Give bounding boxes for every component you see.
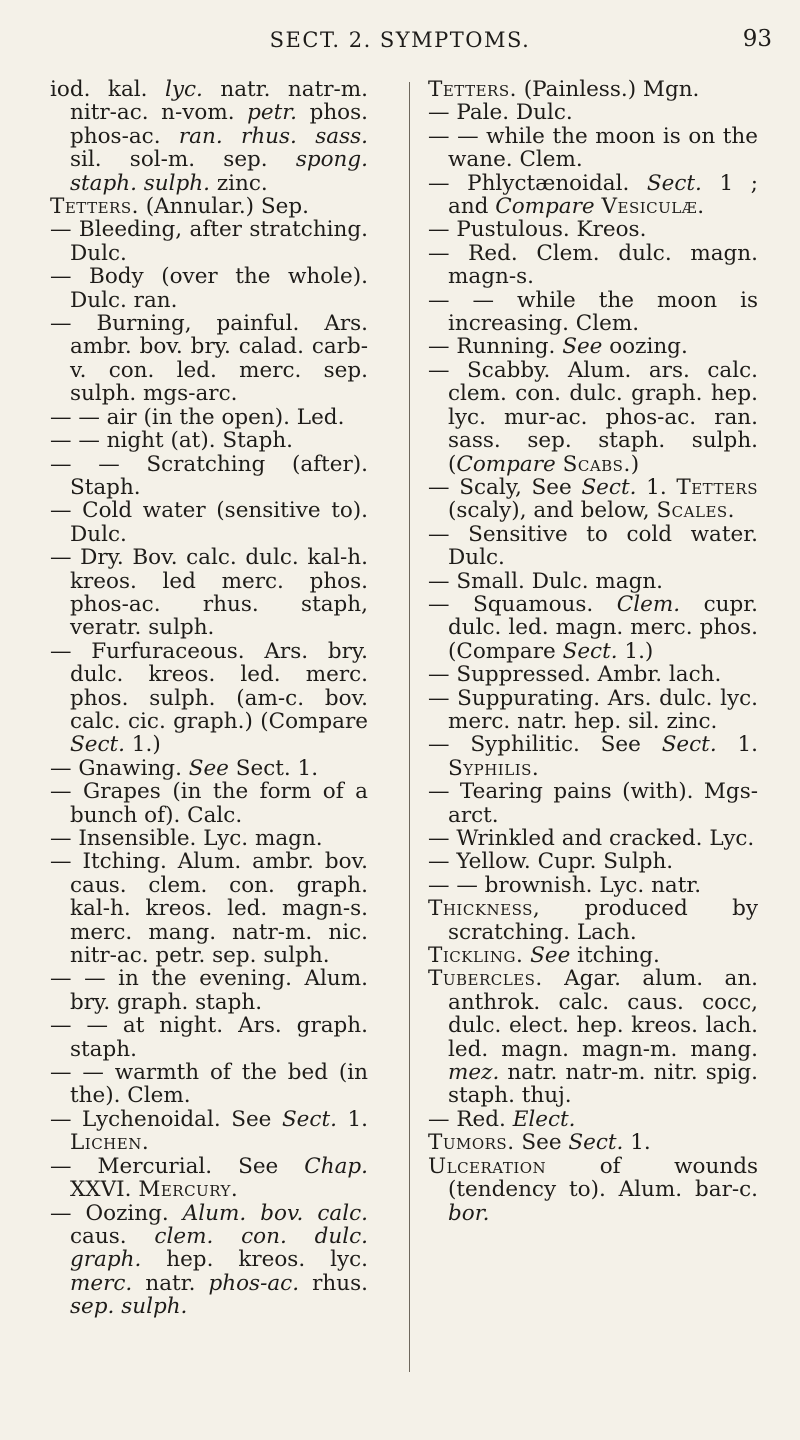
- entry-text: sep. sulph.: [70, 1294, 188, 1320]
- entry-heading: Tickling.: [428, 943, 524, 969]
- entry-text: oozing.: [602, 334, 688, 360]
- index-entry: [50, 499, 368, 546]
- index-entry: [428, 967, 758, 1107]
- entry-text: petr.: [247, 100, 298, 126]
- entry-text: phos. phos-ac.: [70, 100, 368, 149]
- index-entry: [50, 218, 368, 265]
- entry-text: — Bleeding, after stratching. Dulc.: [50, 217, 368, 266]
- index-entry: [428, 663, 758, 686]
- index-entry: [50, 780, 368, 827]
- entry-text: cupr. dulc. led. magn. merc. phos. (Compare: [448, 591, 758, 664]
- entry-text: (Annular.) Sep.: [138, 194, 309, 220]
- entry-text: [556, 452, 563, 477]
- index-entry: [428, 897, 758, 944]
- entry-text: — Squamous.: [428, 591, 617, 617]
- index-entry: [50, 453, 368, 500]
- index-entry: [428, 570, 758, 593]
- entry-text: — Yellow. Cupr. Sulph.: [428, 849, 674, 875]
- entry-text: — — at night. Ars. graph. staph.: [50, 1013, 368, 1062]
- entry-text: — Cold water (sensitive to). Dulc.: [50, 498, 368, 547]
- entry-text: — — while the moon is increasing. Clem.: [428, 287, 758, 337]
- entry-heading: Ulceration: [428, 1153, 547, 1179]
- entry-text: 1.): [617, 638, 654, 664]
- entry-heading: Scales.: [656, 498, 736, 524]
- entry-text: — Red.: [428, 1106, 513, 1132]
- entry-text: phos-ac.: [208, 1270, 300, 1296]
- entry-text: — Furfuraceous. Ars. bry. dulc. kreos. led. merc. phos. sulph. (am-c. bov. calc. cic. graph.) (Compare: [50, 638, 368, 734]
- index-entry: [50, 640, 368, 757]
- entry-text: natr. natr-m. nitr. spig. staph. thuj.: [448, 1060, 758, 1109]
- entry-text: — Small. Dulc. magn.: [428, 568, 664, 594]
- index-entry: [50, 195, 368, 218]
- entry-heading: Vesiculæ.: [601, 194, 705, 220]
- entry-text: — Itching. Alum. ambr. bov. caus. clem. con. graph. kal-h. kreos. led. magn-s. merc. mang. natr-m. nic. nitr-ac. petr. sep. sulph.: [50, 849, 368, 969]
- entry-text: — Dry. Bov. calc. dulc. kal-h. kreos. led merc. phos. phos-ac. rhus. staph, veratr. sulph.: [50, 545, 368, 641]
- entry-text: — Oozing.: [50, 1200, 183, 1226]
- entry-heading: Lichen.: [70, 1130, 150, 1156]
- index-entry: [428, 335, 758, 358]
- index-entry: [428, 78, 758, 101]
- entry-text: 1 ; and: [448, 170, 759, 220]
- entry-text: Sect.: [646, 170, 702, 196]
- entry-text: — Burning, painful. Ars. ambr. bov. bry. calad. carb-v. con. led. merc. sep. sulph. mgs-arc.: [50, 311, 368, 407]
- entry-text: XXVI.: [70, 1177, 139, 1203]
- entry-text: Sect.: [661, 732, 717, 758]
- index-entry: [50, 1108, 368, 1155]
- entry-text: — Suppurating. Ars. dulc. lyc. merc. natr. hep. sil. zinc.: [428, 685, 758, 734]
- index-entry: [428, 687, 758, 734]
- index-entry: [50, 967, 368, 1014]
- entry-heading: Tumors.: [428, 1130, 515, 1156]
- entry-text: Sect.: [70, 732, 125, 758]
- index-entry: [50, 429, 368, 452]
- index-entry: [428, 218, 758, 241]
- entry-heading: Mercury.: [138, 1177, 239, 1203]
- index-entry: [50, 1155, 368, 1202]
- index-entry: [50, 546, 368, 640]
- index-entry: [50, 1061, 368, 1108]
- entry-text: Chap.: [304, 1153, 368, 1179]
- entry-heading: Tetters: [676, 474, 758, 500]
- entry-text: — Running.: [428, 334, 563, 360]
- index-entry: [428, 359, 758, 476]
- entry-text: rhus.: [299, 1270, 368, 1296]
- entry-text: — — air (in the open). Led.: [50, 404, 345, 430]
- entry-text: natr.: [132, 1270, 209, 1296]
- entry-text: — — while the moon is on the wane. Clem.: [428, 123, 758, 173]
- entry-text: — Pustulous. Kreos.: [428, 217, 647, 243]
- index-entry: [428, 1108, 758, 1131]
- entry-text: Agar. alum. an. anthrok. calc. caus. cocc, dulc. elect. hep. kreos. lach. led. magn. magn-m. mang.: [448, 966, 758, 1062]
- index-entry: [50, 312, 368, 406]
- index-entry: [50, 78, 368, 195]
- entry-text: — — in the evening. Alum. bry. graph. staph.: [50, 966, 368, 1015]
- entry-text: natr. natr-m. nitr-ac. n-vom.: [70, 77, 368, 126]
- entry-text: Compare: [495, 194, 595, 220]
- index-entry: [50, 757, 368, 780]
- entry-text: — Grapes (in the form of a bunch of). Calc.: [50, 779, 368, 828]
- entry-heading: Tetters.: [428, 77, 517, 102]
- index-entry: [428, 850, 758, 873]
- entry-text: — Phlyctænoidal.: [428, 170, 647, 196]
- entry-text: — Scaly, See: [428, 474, 582, 500]
- entry-text: — Insensible. Lyc. magn.: [50, 826, 323, 851]
- index-entry: [428, 780, 758, 827]
- entry-text: 1.): [124, 732, 161, 758]
- entry-text: — Body (over the whole). Dulc. ran.: [50, 264, 368, 313]
- entry-text: spong. staph. sulph.: [70, 147, 368, 196]
- index-entry: [428, 1131, 758, 1154]
- entry-text: — — night (at). Staph.: [50, 428, 294, 454]
- entry-text: zinc.: [209, 170, 268, 196]
- entry-heading: Syphilis.: [448, 755, 540, 781]
- index-entry: [428, 593, 758, 663]
- entry-text: — Mercurial. See: [50, 1153, 305, 1179]
- entry-text: — Pale. Dulc.: [428, 100, 573, 126]
- entry-text: (scaly), and below,: [448, 498, 657, 524]
- entry-text: — — warmth of the bed (in the). Clem.: [50, 1060, 368, 1109]
- column-divider: [409, 82, 410, 1372]
- entry-text: — Lychenoidal. See: [50, 1106, 282, 1132]
- entry-text: ): [630, 451, 640, 477]
- entry-text: See: [530, 943, 571, 969]
- entry-text: (Painless.) Mgn.: [516, 77, 700, 102]
- entry-text: lyc.: [164, 77, 203, 102]
- entry-text: — Red. Clem. dulc. magn. magn-s.: [428, 240, 758, 290]
- entry-text: — Sensitive to cold water. Dulc.: [428, 521, 758, 571]
- running-head-title: SECT. 2. SYMPTOMS.: [269, 28, 531, 52]
- index-entry: [50, 1202, 368, 1319]
- index-entry: [50, 850, 368, 967]
- left-column: [50, 78, 368, 1319]
- entry-heading: Tubercles.: [428, 966, 543, 992]
- entry-text: — Tearing pains (with). Mgs-arct.: [428, 779, 758, 828]
- entry-text: — Gnawing.: [50, 755, 189, 781]
- index-entry: [428, 172, 758, 219]
- entry-text: Sect.: [281, 1106, 337, 1132]
- entry-text: mez.: [448, 1060, 500, 1086]
- entry-heading: Thickness,: [428, 896, 541, 922]
- entry-text: Alum. bov. calc.: [182, 1200, 368, 1226]
- entry-text: sil. sol-m. sep.: [70, 147, 296, 173]
- index-entry: [428, 242, 758, 289]
- entry-text: — Syphilitic. See: [428, 732, 662, 758]
- index-entry: [428, 1155, 758, 1225]
- entry-text: merc.: [70, 1270, 133, 1296]
- entry-text: See: [562, 334, 603, 360]
- entry-text: Compare: [456, 451, 556, 477]
- index-entry: [428, 944, 758, 967]
- right-column: [428, 78, 758, 1225]
- index-entry: [428, 101, 758, 124]
- index-entry: [428, 874, 758, 897]
- entry-text: Sect. 1.: [228, 755, 319, 781]
- index-entry: [50, 406, 368, 429]
- index-entry: [428, 476, 758, 523]
- entry-text: clem. con. dulc. graph.: [70, 1223, 368, 1273]
- entry-text: — — Scratching (after). Staph.: [50, 451, 368, 500]
- entry-text: Elect.: [512, 1106, 576, 1132]
- entry-text: Sect.: [568, 1130, 624, 1156]
- entry-text: hep. kreos. lyc.: [141, 1247, 368, 1273]
- entry-text: Sect.: [562, 638, 618, 664]
- entry-text: bor.: [448, 1200, 490, 1226]
- entry-text: See: [188, 755, 229, 781]
- entry-text: 1.: [623, 1130, 651, 1156]
- entry-text: — Wrinkled and cracked. Lyc.: [428, 826, 755, 851]
- index-entry: [428, 289, 758, 336]
- entry-text: itching.: [570, 943, 660, 969]
- index-entry: [428, 733, 758, 780]
- entry-text: ran. rhus. sass.: [178, 123, 368, 149]
- page-number: 93: [742, 26, 772, 52]
- entry-text: produced by scratching. Lach.: [448, 896, 758, 945]
- entry-text: Clem.: [616, 591, 681, 617]
- entry-text: caus.: [70, 1223, 155, 1249]
- entry-text: of wounds (tendency to). Alum. bar-c.: [448, 1153, 758, 1203]
- index-entry: [50, 827, 368, 850]
- running-head: [0, 28, 800, 58]
- entry-text: 1.: [336, 1106, 368, 1132]
- entry-heading: Scabs.: [562, 451, 631, 477]
- entry-text: iod. kal.: [50, 77, 165, 102]
- index-entry: [428, 827, 758, 850]
- entry-text: — Scabby. Alum. ars. calc. clem. con. dulc. graph. hep. lyc. mur-ac. phos-ac. ran. sass. sep. staph. sulph. (: [428, 357, 758, 477]
- index-entry: [50, 1014, 368, 1061]
- entry-text: 1.: [716, 732, 758, 758]
- index-entry: [428, 125, 758, 172]
- index-entry: [50, 265, 368, 312]
- entry-heading: Tetters.: [50, 194, 139, 220]
- entry-text: 1.: [636, 474, 677, 500]
- entry-text: — Suppressed. Ambr. lach.: [428, 662, 722, 688]
- index-entry: [428, 523, 758, 570]
- entry-text: Sect.: [581, 474, 637, 500]
- entry-text: See: [514, 1130, 569, 1156]
- entry-text: — — brownish. Lyc. natr.: [428, 872, 702, 898]
